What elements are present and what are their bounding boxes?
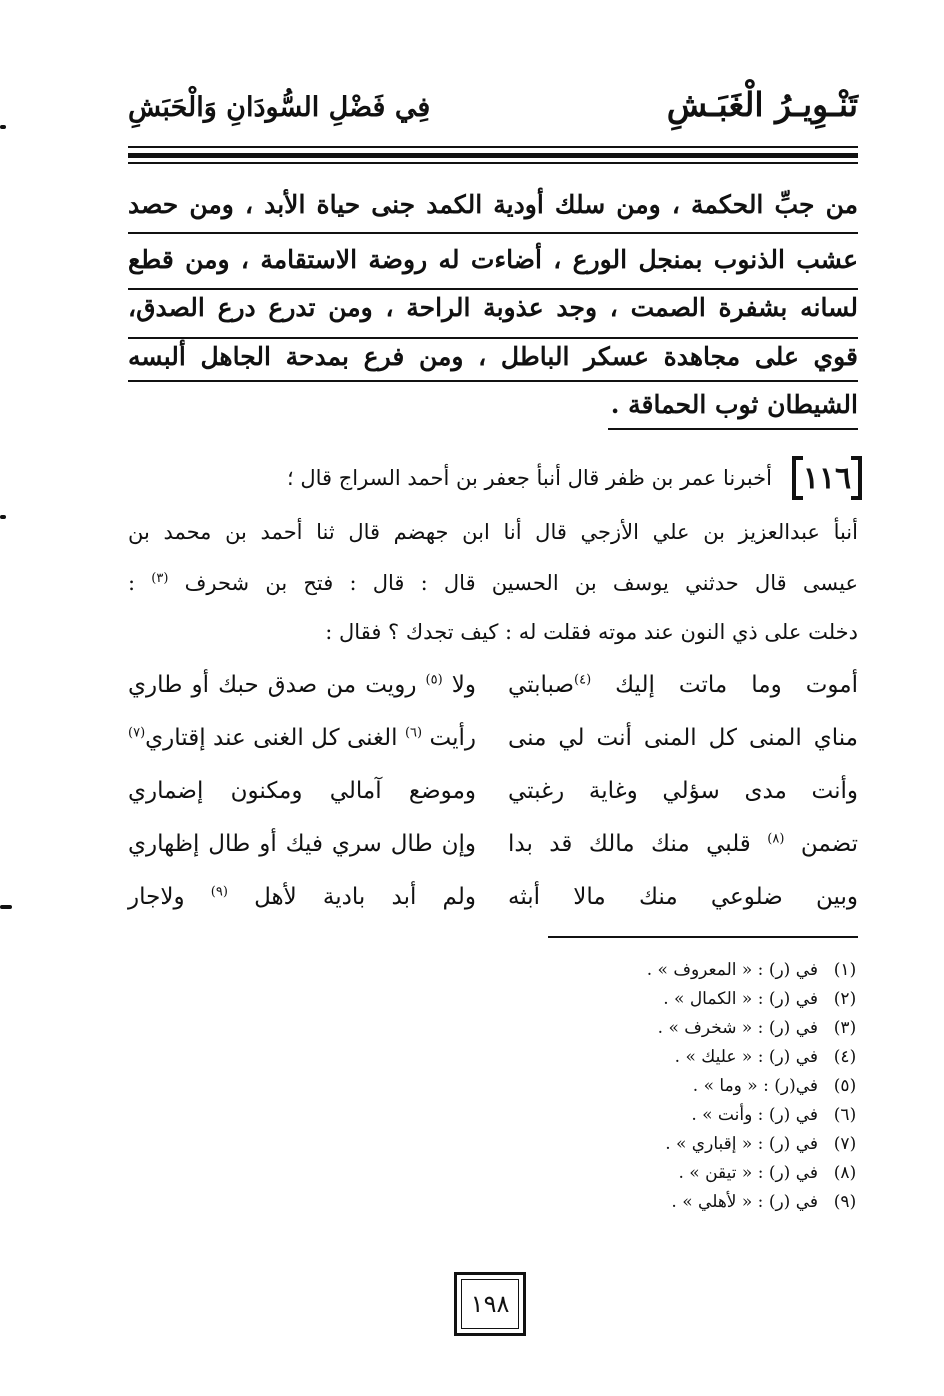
footnote-item: (١) في (ر) : « المعروف » . (646, 960, 857, 980)
passage-line: الشيطان ثوب الحماقة . (610, 390, 858, 419)
verse-hemistich-right: أموت وما ماتت إليك $^{(٤)}$صبابتي (508, 672, 858, 698)
footnote-item: (٩) في (ر) : « لأهلي » . (671, 1192, 857, 1212)
passage-underline (128, 288, 858, 290)
verse-hemistich-left: ولا $^{(٥)}$ رويت من صدق حبك أو طاري (128, 672, 476, 698)
isnad-line: أنبأ عبدالعزيز بن علي الأزجي قال أنا ابن جهضم قال ثنا أحمد بن محمد بن (128, 520, 858, 544)
passage-line: قوي على مجاهدة عسكر الباطل ، ومن فرع بمدحة الجاهل ألبسه (128, 342, 858, 371)
page-number-box (454, 1272, 526, 1336)
verse-hemistich-left: وإن طال سري فيك أو طال إظهاري (128, 831, 476, 857)
scan-mark (0, 515, 6, 519)
verse-hemistich-left: رأيت $^{(٦)}$ الغنى كل الغنى عند إقتاري$^{(٧)}$ (128, 725, 477, 751)
scan-mark (0, 125, 6, 129)
verse-hemistich-left: وموضع آمالي ومكنون إضماري (128, 778, 476, 804)
footnote-item: (٤) في (ر) : « عليك » . (674, 1047, 857, 1067)
footnote-item: (٧) في (ر) : « إقباري » . (665, 1134, 857, 1154)
page-number: ١٩٨ (465, 1290, 516, 1318)
footnote-ref: (٣) (151, 571, 169, 586)
verse-hemistich-right: مناي المنى كل المنى أنت لي منى (508, 725, 858, 751)
verse-hemistich-left: ولم أبد بادية لأهل $^{(٩)}$ ولاجار (128, 884, 476, 910)
hadith-number: ١١٦ (792, 456, 862, 500)
passage-line: من جبِّ الحكمة ، ومن سلك أودية الكمد جنى حياة الأبد ، ومن حصد (128, 190, 858, 219)
passage-line: عشب الذنوب بمنجل الورع ، أضاءت له روضة الاستقامة ، ومن قطع (128, 245, 858, 274)
isnad-line: دخلت على ذي النون عند موته فقلت له : كيف تجدك ؟ فقال : (325, 620, 858, 644)
scan-mark (0, 905, 12, 909)
verse-hemistich-right: وبين ضلوعي منك مالا أبثه (508, 884, 858, 910)
passage-underline (128, 232, 858, 234)
passage-underline (128, 380, 858, 382)
header-rule-thin (128, 146, 858, 148)
isnad-line: أخبرنا عمر بن ظفر قال أنبأ جعفر بن أحمد السراج قال ؛ (287, 466, 772, 490)
header-rule-thick (128, 153, 858, 158)
passage-underline-short (608, 428, 858, 430)
isnad-line: عيسى قال حدثني يوسف بن الحسين قال : قال : فتح بن شحرف $^{(٣)}$ : (128, 571, 858, 595)
footnote-item: (٨) في (ر) : « تيقن » . (678, 1163, 857, 1183)
book-title: تَنْـوِيـرُ الْغَبَـشِ (666, 85, 858, 124)
footnote-item: (٢) في (ر) : « الكمال » . (663, 989, 857, 1009)
book-subtitle: فِي فَضْلِ السُّودَانِ وَالْحَبَشِ (128, 92, 431, 123)
passage-line: لسانه بشفرة الصمت ، وجد عذوبة الراحة ، ومن تدرع درع الصدق، (128, 293, 858, 322)
verse-hemistich-right: تضمن $^{(٨)}$ قلبي منك مالك قد بدا (508, 831, 858, 857)
footnote-item: (٥) في(ر) : « وما » . (692, 1076, 857, 1096)
footnote-item: (٦) في (ر) : وأنت » . (691, 1105, 857, 1125)
verse-hemistich-right: وأنت مدى سؤلي وغاية رغبتي (508, 778, 858, 804)
footnote-separator (548, 936, 858, 938)
passage-underline (128, 337, 858, 339)
header-rule-thin-lower (128, 162, 858, 164)
footnote-item: (٣) في (ر) : « شخرف » . (657, 1018, 857, 1038)
